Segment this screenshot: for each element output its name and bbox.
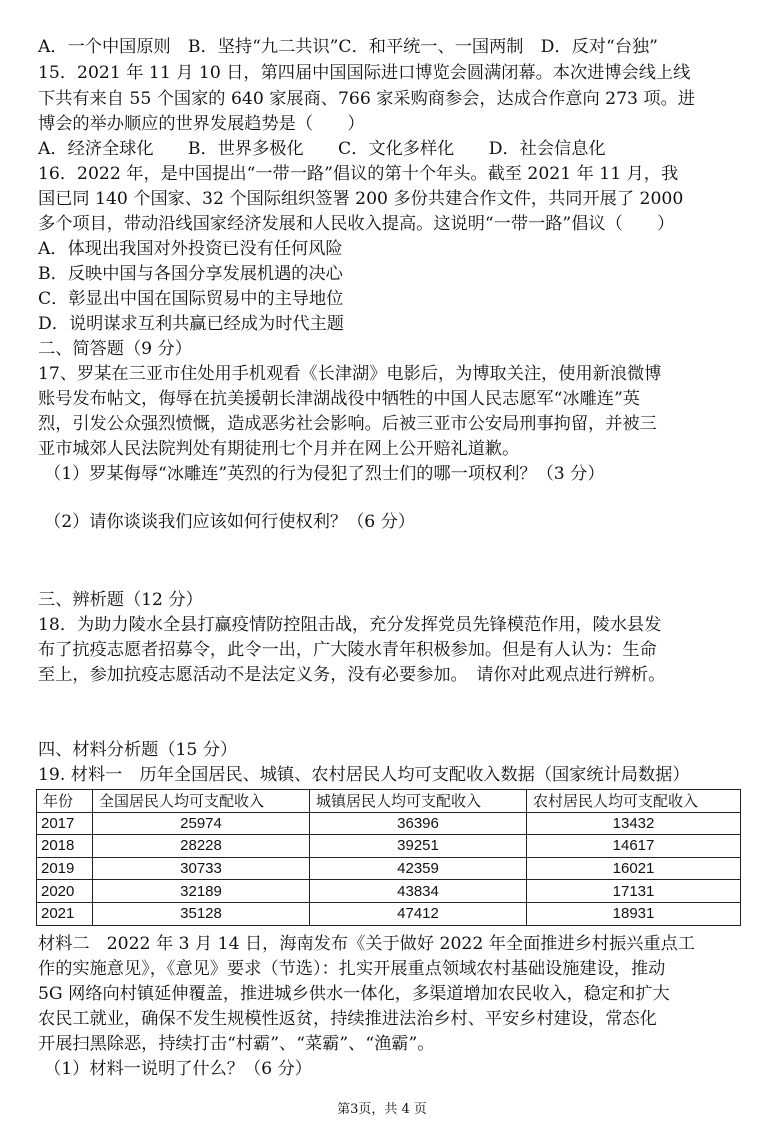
table-header-urban: 城镇居民人均可支配收入 [310, 790, 527, 813]
q19-material-2-line-4: 农民工就业，确保不发生规模性返贫，持续推进法治乡村、平安乡村建设，常态化 [38, 1009, 657, 1029]
table-header-national: 全国居民人均可支配收入 [93, 790, 310, 813]
q19-material-2-line-2: 作的实施意见》，《意见》要求（节选）：扎实开展重点领域农村基础设施建设，推动 [38, 959, 666, 979]
table-cell-rural: 17131 [527, 880, 741, 903]
section-4-heading: 四、材料分析题（15 分） [38, 740, 238, 760]
q17-stem-line-1: 17、罗某在三亚市住处用手机观看《长津湖》电影后，为博取关注，使用新浪微博 [38, 364, 662, 384]
q18-stem-line-2: 布了抗疫志愿者招募令，此令一出，广大陵水青年积极参加。但是有人认为：生命 [38, 640, 657, 660]
q18-stem-line-1: 18．为助力陵水全县打赢疫情防控阻击战，充分发挥党员先锋模范作用，陵水县发 [38, 615, 662, 635]
section-2-heading: 二、简答题（9 分） [38, 339, 192, 359]
table-cell-urban: 36396 [310, 812, 527, 835]
table-cell-national: 30733 [93, 857, 310, 880]
q17-sub-2: （2）请你谈谈我们应该如何行使权利？（6 分） [44, 512, 416, 532]
table-cell-rural: 13432 [527, 812, 741, 835]
table-cell-rural: 16021 [527, 857, 741, 880]
q16-stem-line-1: 16．2022 年，是中国提出“一带一路”倡议的第十个年头。截至 2021 年 11 月，我 [38, 164, 679, 184]
q17-sub-1: （1）罗某侮辱“冰雕连”英烈的行为侵犯了烈士们的哪一项权利？（3 分） [44, 464, 605, 484]
table-cell-national: 28228 [93, 835, 310, 858]
q19-sub-1: （1）材料一说明了什么？（6 分） [44, 1059, 312, 1079]
q17-stem-line-3: 烈，引发公众强烈愤慨，造成恶劣社会影响。后被三亚市公安局刑事拘留，并被三 [38, 414, 657, 434]
q19-material-2-line-1: 材料二 2022 年 3 月 14 日，海南发布《关于做好 2022 年全面推进乡村振兴重点工 [38, 934, 695, 954]
table-cell-national: 35128 [93, 902, 310, 925]
table-cell-year: 2020 [37, 880, 93, 903]
q19-material-2-line-3: 5G 网络向村镇延伸覆盖，推进城乡供水一体化，多渠道增加农民收入，稳定和扩大 [38, 984, 670, 1004]
table-cell-rural: 18931 [527, 902, 741, 925]
table-row [37, 835, 741, 858]
table-cell-year: 2017 [37, 812, 93, 835]
q16-option-d: D．说明谋求互利共赢已经成为时代主题 [38, 314, 344, 334]
q16-stem-line-3: 多个项目，带动沿线国家经济发展和人民收入提高。这说明“一带一路”倡议（ ） [38, 214, 675, 234]
q16-stem-line-2: 国已同 140 个国家、32 个国际组织签署 200 多份共建合作文件，共同开展了 2000 [38, 189, 684, 209]
section-3-heading: 三、辨析题（12 分） [38, 590, 203, 610]
q16-option-b: B．反映中国与各国分享发展机遇的决心 [38, 264, 343, 284]
q15-stem-line-1: 15．2021 年 11 月 10 日，第四届中国国际进口博览会圆满闭幕。本次进博会线上线 [38, 63, 691, 83]
q15-options: A．经济全球化 B．世界多极化 C．文化多样化 D．社会信息化 [38, 139, 606, 159]
table-cell-year: 2021 [37, 902, 93, 925]
table-row [37, 812, 741, 835]
table-cell-urban: 39251 [310, 835, 527, 858]
table-cell-urban: 43834 [310, 880, 527, 903]
page-footer: 第3页，共 4 页 [337, 1102, 427, 1117]
q15-stem-line-2: 下共有来自 55 个国家的 640 家展商、766 家采购商参会，达成合作意向 273 项。进 [38, 89, 695, 109]
table-cell-year: 2019 [37, 857, 93, 880]
table-cell-national: 25974 [93, 812, 310, 835]
q14-options: A．一个中国原则 B．坚持“九二共识”C．和平统一、一国两制 D．反对“台独” [38, 37, 658, 57]
table-cell-rural: 14617 [527, 835, 741, 858]
table-cell-urban: 42359 [310, 857, 527, 880]
table-header-year: 年份 [37, 790, 93, 813]
table-cell-year: 2018 [37, 835, 93, 858]
q17-stem-line-2: 账号发布帖文，侮辱在抗美援朝长津湖战役中牺牲的中国人民志愿军“冰雕连”英 [38, 389, 640, 409]
q19-material-2-line-5: 开展扫黑除恶，持续打击“村霸”、“菜霸”、“渔霸”。 [38, 1034, 435, 1054]
q16-option-a: A．体现出我国对外投资已没有任何风险 [38, 239, 343, 259]
table-header-row [37, 790, 741, 813]
q19-material-1-title: 19. 材料一 历年全国居民、城镇、农村居民人均可支配收入数据（国家统计局数据） [38, 765, 690, 785]
table-row [37, 880, 741, 903]
table-header-rural: 农村居民人均可支配收入 [527, 790, 741, 813]
q16-option-c: C．彰显出中国在国际贸易中的主导地位 [38, 289, 344, 309]
table-row [37, 857, 741, 880]
q15-stem-line-3: 博会的举办顺应的世界发展趋势是（ ） [38, 114, 365, 134]
income-table [36, 789, 741, 926]
q17-stem-line-4: 亚市城郊人民法院判处有期徒刑七个月并在网上公开赔礼道歉。 [38, 439, 520, 459]
table-cell-national: 32189 [93, 880, 310, 903]
table-row [37, 902, 741, 925]
table-cell-urban: 47412 [310, 902, 527, 925]
q18-stem-line-3: 至上，参加抗疫志愿活动不是法定义务，没有必要参加。 请你对此观点进行辨析。 [38, 665, 666, 685]
